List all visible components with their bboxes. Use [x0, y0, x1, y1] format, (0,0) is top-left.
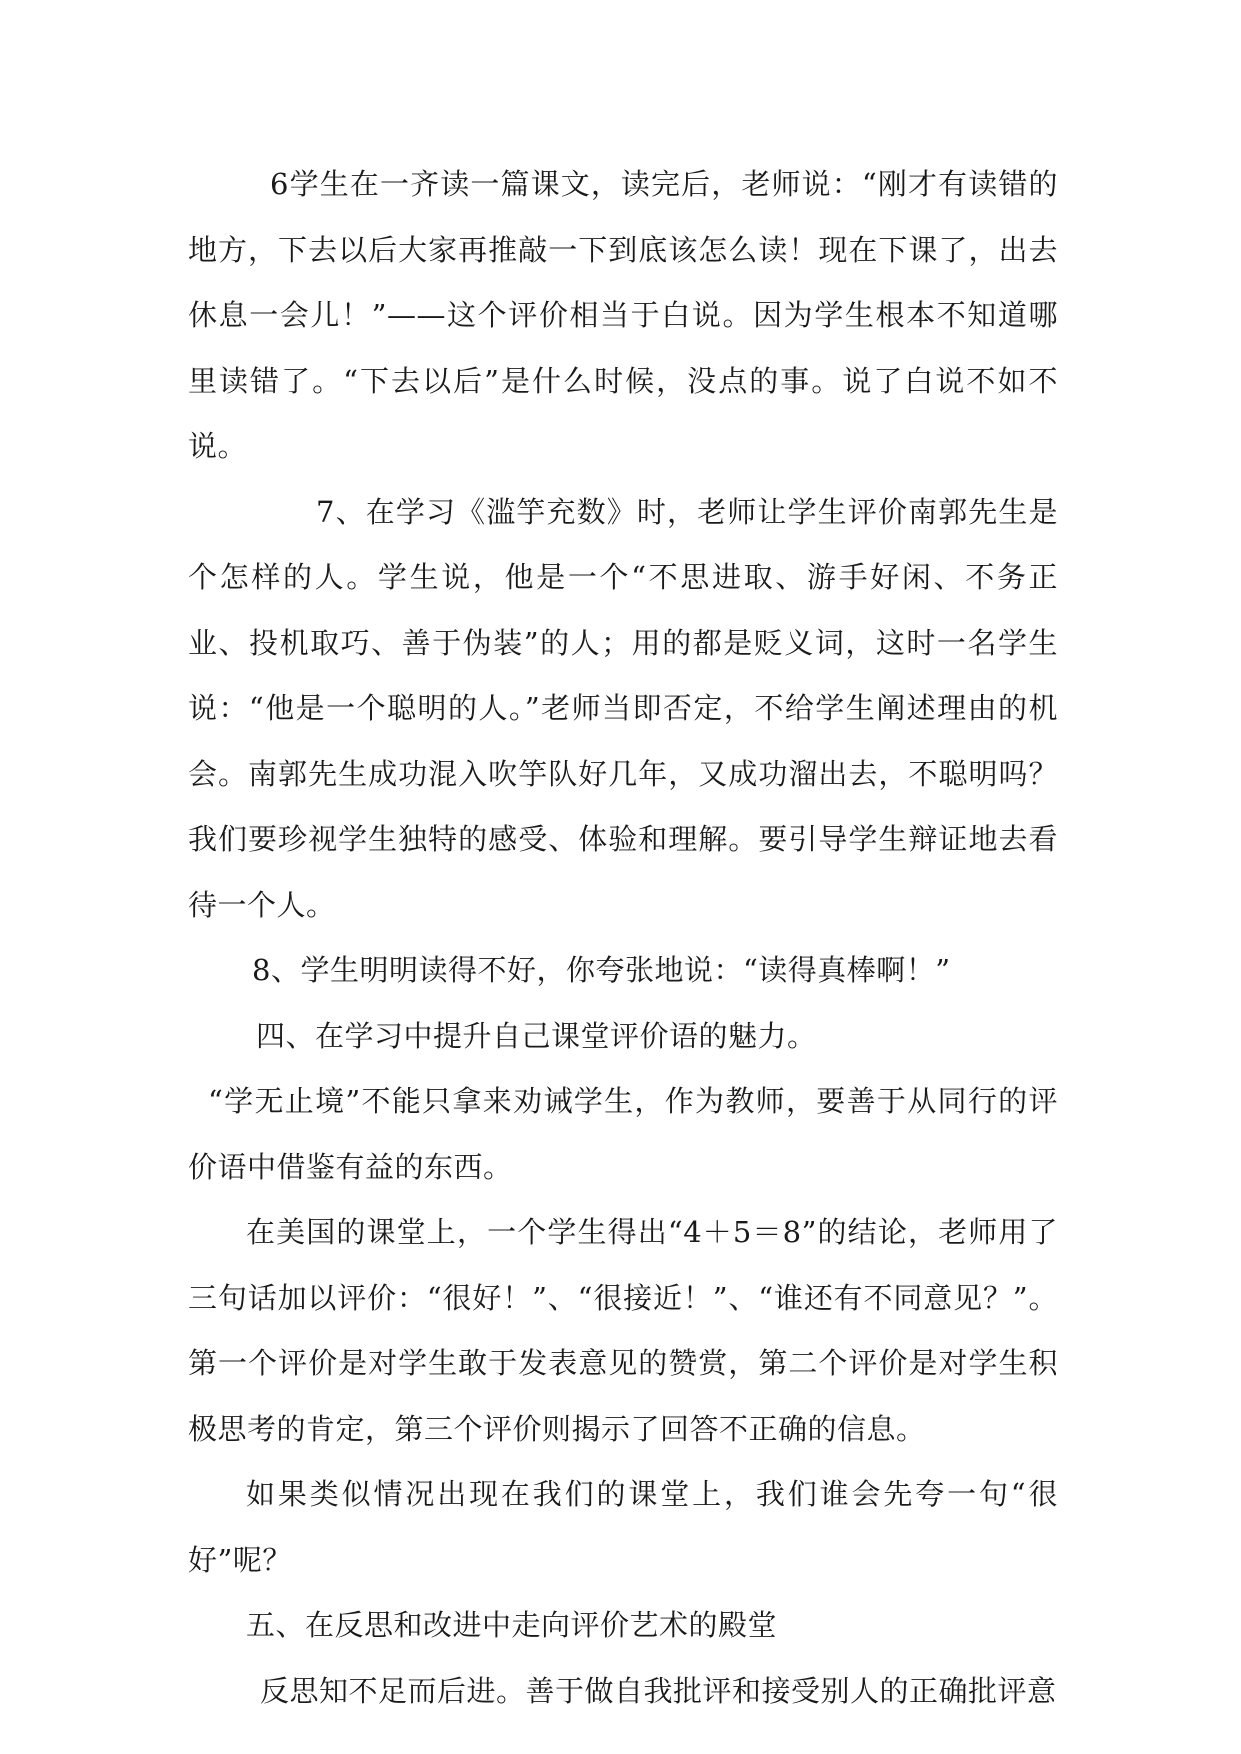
paragraph-our-classroom: 如果类似情况出现在我们的课堂上，我们谁会先夸一句“很好”呢？	[188, 1477, 1058, 1577]
paragraph-reflection: 反思知不足而后进。善于做自我批评和接受别人的正确批评意	[260, 1673, 1057, 1708]
paragraph-item-7: 7、在学习《滥竽充数》时，老师让学生评价南郭先生是个怎样的人。学生说，他是一个“不思进取、游手好闲、不务正业、投机取巧、善于伪装”的人；用的都是贬义词，这时一名学生说：“他是一个聪明的人。”老师当即否定，不给学生阐述理由的机会。南郭先生成功混入吹竽队好几年，又成功溜出去，不聪明吗？我们要珍视学生独特的感受、体验和理解。要引导学生辩证地去看待一个人。	[188, 494, 1058, 922]
section-heading-5: 五、在反思和改进中走向评价艺术的殿堂	[246, 1608, 778, 1642]
paragraph-item-8: 8、学生明明读得不好，你夸张地说：“读得真棒啊！”	[252, 953, 951, 987]
body-text	[188, 152, 1058, 1724]
paragraph-item-6: 6学生在一齐读一篇课文，读完后，老师说：“刚才有读错的地方，下去以后大家再推敲一下到底该怎么读！现在下课了，出去休息一会儿！”——这个评价相当于白说。因为学生根本不知道哪里读错了。“下去以后”是什么时候，没点的事。说了白说不如不说。	[188, 167, 1058, 463]
paragraph-us-classroom: 在美国的课堂上，一个学生得出“4＋5＝8”的结论，老师用了三句话加以评价：“很好！”、“很接近！”、“谁还有不同意见？”。第一个评价是对学生敢于发表意见的赞赏，第二个评价是对学生积极思考的肯定，第三个评价则揭示了回答不正确的信息。	[188, 1215, 1058, 1446]
section-heading-4: 四、在学习中提升自己课堂评价语的魅力。	[256, 1018, 817, 1053]
paragraph-learning: “学无止境”不能只拿来劝诫学生，作为教师，要善于从同行的评价语中借鉴有益的东西。	[188, 1084, 1058, 1184]
